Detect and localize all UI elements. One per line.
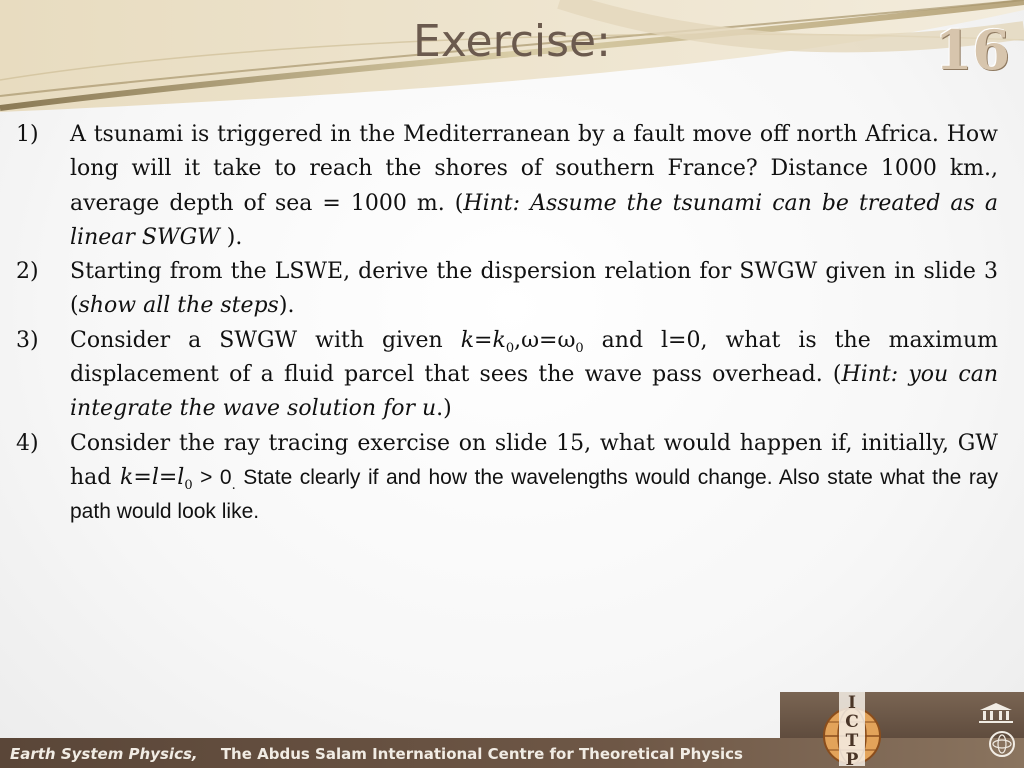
footer [0,692,1024,768]
footer-right-text: The Abdus Salam International Centre for Theoretical Physics [220,745,743,763]
iaea-icon [988,730,1016,758]
exercise-item [16,118,998,255]
text-run: ). [219,224,243,250]
exercise-text [70,324,998,427]
italic-text: Hint: you can integrate the wave solution for u [70,362,998,422]
exercise-number: 4) [16,430,39,456]
exercise-number: 2) [16,259,39,285]
logo-letter: I [848,693,856,713]
italic-text: k [492,327,506,353]
italic-text: l [151,464,159,490]
unesco-icon [976,702,1016,724]
exercise-text [70,118,998,255]
italic-text: k [120,464,134,490]
text-run: = [474,327,493,353]
text-run: State clearly if and how the wavelengths would change. Also state what the ray path would look like. [70,465,998,524]
logo-letter: T [845,731,859,751]
logo-letter: P [845,750,859,766]
subscript: 0 [505,340,515,356]
text-run: and l=0, what is the maximum displacement of a fluid parcel that sees the wave pass overhead. ( [70,327,998,388]
ictp-logo [812,692,892,766]
subscript: 0 [575,340,584,356]
text-run: = [133,464,152,490]
text-run: ). [278,293,295,319]
text-run: Consider the ray tracing exercise on slide 15, what would happen if, initially, GW had [70,430,998,490]
italic-text: Hint: Assume the tsunami can be treated as a linear SWGW [70,190,998,250]
exercise-list [16,118,998,530]
text-run: > 0 [192,465,232,489]
exercise-number: 1) [16,122,39,147]
italic-text: l [177,464,185,490]
italic-text: show all the steps [78,293,279,319]
logo-letter: C [845,712,859,732]
exercise-item [16,427,998,530]
exercise-text [70,427,998,530]
text-run: = [158,464,178,490]
text-run: Consider a SWGW with given [70,327,461,353]
exercise-item [16,324,998,427]
subscript: . [231,477,236,493]
footer-left-text: Earth System Physics, [10,745,198,763]
slide-number: 16 [934,18,1010,82]
exercise-text [70,255,998,324]
text-run: ,ω=ω [514,327,576,353]
text-run: Starting from the LSWE, derive the dispersion relation for SWGW given in slide 3 ( [70,259,998,319]
text-run: A tsunami is triggered in the Mediterranean by a fault move off north Africa. How long will it take to reach the shores of southern France? Distance 1000 km., average depth of sea = 1000 m. ( [70,122,998,216]
italic-text: k [460,327,475,353]
exercise-item [16,255,998,324]
footer-text [10,745,743,763]
subscript: 0 [184,477,193,493]
slide-title: Exercise: [413,16,611,67]
text-run: .) [436,396,452,422]
exercise-number: 3) [16,327,39,353]
